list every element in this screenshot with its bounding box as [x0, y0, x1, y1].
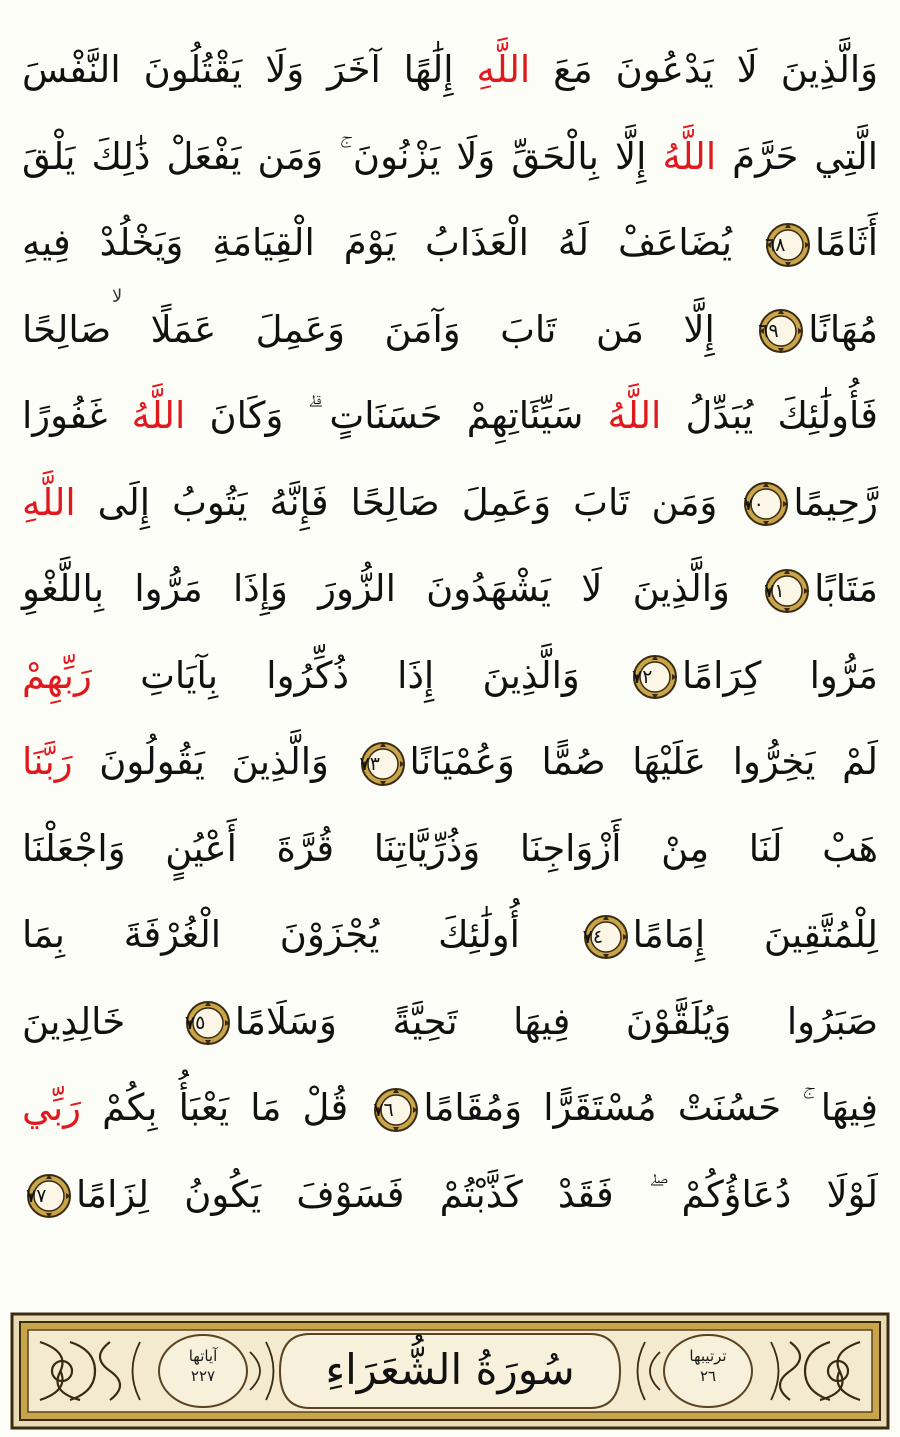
- verse-text: إِلَٰهًا آخَرَ وَلَا يَقْتُلُونَ النَّفْسَ: [22, 48, 477, 91]
- verse-line: [22, 809, 878, 889]
- ayah-number: ٦٩: [758, 320, 779, 342]
- verse-text: غَفُورًا: [22, 394, 132, 437]
- verse-text: لَمْ يَخِرُّوا عَلَيْهَا صُمًّا وَعُمْيَانًا: [409, 740, 879, 783]
- verse-text: إِلَّا بِالْحَقِّ وَلَا يَزْنُونَ ۚ وَمَن يَفْعَلْ ذَٰلِكَ يَلْقَ: [22, 134, 663, 178]
- ayah-number-marker: [632, 654, 678, 700]
- verse-text: سَيِّئَاتِهِمْ حَسَنَاتٍ ۗ وَكَانَ: [185, 394, 608, 437]
- verse-text: وَمَن تَابَ وَعَمِلَ صَالِحًا فَإِنَّهُ يَتُوبُ إِلَى: [75, 480, 740, 524]
- ayat-value: ٢٢٧: [190, 1367, 216, 1385]
- ayah-number-marker: [360, 741, 406, 787]
- ayah-number-marker: [758, 308, 804, 354]
- ayah-number: ٧١: [764, 579, 785, 602]
- surah-title: سُورَةُ الشُّعَرَاءِ: [325, 1345, 575, 1394]
- verse-line: [22, 982, 878, 1062]
- verse-line: [22, 636, 878, 716]
- divine-name-text: رَبِّي: [22, 1086, 82, 1129]
- divine-name-text: اللَّهِ: [476, 48, 531, 91]
- ayah-number: ٧٠: [743, 493, 764, 515]
- verse-text: وَالَّذِينَ لَا يَشْهَدُونَ الزُّورَ وَإِذَا مَرُّوا بِاللَّغْوِ: [22, 567, 761, 610]
- ayah-number-marker: [373, 1087, 419, 1133]
- verse-text: قُلْ مَا يَعْبَأُ بِكُمْ: [81, 1086, 370, 1129]
- ayah-number: ٦٨: [765, 233, 786, 256]
- ayah-number: ٧٤: [582, 925, 604, 948]
- pause-mark: لا: [112, 286, 123, 307]
- ayat-label: آياتها: [188, 1347, 218, 1365]
- verse-text: مَتَابًا: [814, 567, 878, 610]
- verse-text: مُهَانًا: [808, 307, 878, 351]
- verse-line: [22, 117, 878, 197]
- verse-line: [22, 1068, 878, 1148]
- ayah-number-marker: [743, 481, 789, 527]
- verse-text: مَرُّوا كِرَامًا: [681, 653, 878, 697]
- verse-text: أَثَامًا: [815, 221, 878, 264]
- verse-line: [22, 30, 878, 110]
- divine-name-text: اللَّهُ: [607, 394, 662, 437]
- verse-line: [22, 895, 878, 975]
- divine-name-text: رَبِّهِمْ: [22, 653, 92, 697]
- divine-name-text: اللَّهُ: [131, 394, 186, 437]
- order-label: ترتيبها: [689, 1347, 727, 1365]
- ayah-number-marker: [185, 1000, 231, 1046]
- verse-line: [22, 376, 878, 456]
- order-value: ٢٦: [699, 1367, 717, 1385]
- verse-text: يُضَاعَفْ لَهُ الْعَذَابُ يَوْمَ الْقِيَامَةِ وَيَخْلُدْ فِيهِ: [22, 221, 762, 264]
- verse-text: فَأُولَٰئِكَ يُبَدِّلُ: [661, 394, 878, 437]
- verse-text: لِلْمُتَّقِينَ إِمَامًا: [632, 913, 878, 956]
- ayah-number: ٧٢: [631, 666, 653, 688]
- ayat-count-medallion: [164, 1346, 242, 1386]
- ayah-number-marker: [583, 914, 629, 960]
- verse-line: [22, 203, 878, 283]
- verse-text: إِلَّا مَن تَابَ وَآمَنَ وَعَمِلَ عَمَلًا صَالِحًا: [22, 307, 755, 351]
- verse-line: [22, 463, 878, 543]
- ayah-number: ٧٣: [359, 752, 380, 775]
- verse-line: [22, 1155, 878, 1235]
- surah-order-medallion: [669, 1346, 747, 1386]
- verse-text: وَالَّذِينَ لَا يَدْعُونَ مَعَ: [530, 48, 879, 91]
- verse-text: وَالَّذِينَ إِذَا ذُكِّرُوا بِآيَاتِ: [91, 653, 628, 697]
- ayah-number-marker: [26, 1173, 72, 1219]
- ayah-number: ٧٥: [184, 1012, 206, 1034]
- verse-text: هَبْ لَنَا مِنْ أَزْوَاجِنَا وَذُرِّيَّاتِنَا قُرَّةَ أَعْيُنٍ وَاجْعَلْنَا: [22, 826, 878, 870]
- ayah-number-marker: [764, 568, 810, 614]
- ayah-number: ٧٦: [373, 1098, 394, 1121]
- divine-name-text: رَبَّنَا: [22, 740, 73, 783]
- divine-name-text: اللَّهِ: [22, 480, 76, 524]
- verse-text: رَّحِيمًا: [793, 480, 878, 524]
- verse-text: لَوْلَا دُعَاؤُكُمْ ۖ فَقَدْ كَذَّبْتُمْ فَسَوْفَ يَكُونُ لِزَامًا: [76, 1172, 878, 1216]
- verse-text: أُولَٰئِكَ يُجْزَوْنَ الْغُرْفَةَ بِمَا: [22, 913, 579, 956]
- verse-text: وَالَّذِينَ يَقُولُونَ: [72, 740, 356, 783]
- verse-text: فِيهَا ۚ حَسُنَتْ مُسْتَقَرًّا وَمُقَامًا: [423, 1086, 878, 1129]
- verse-line: [22, 290, 878, 370]
- verse-text: صَبَرُوا وَيُلَقَّوْنَ فِيهَا تَحِيَّةً وَسَلَامًا: [234, 999, 878, 1043]
- ayah-number-marker: [765, 222, 811, 268]
- ayah-number: ٧٧: [26, 1185, 47, 1207]
- verse-text: الَّتِي حَرَّمَ: [716, 134, 878, 178]
- verse-line: [22, 722, 878, 802]
- verse-text: خَالِدِينَ: [22, 999, 181, 1043]
- divine-name-text: اللَّهُ: [662, 134, 717, 178]
- verse-line: [22, 549, 878, 629]
